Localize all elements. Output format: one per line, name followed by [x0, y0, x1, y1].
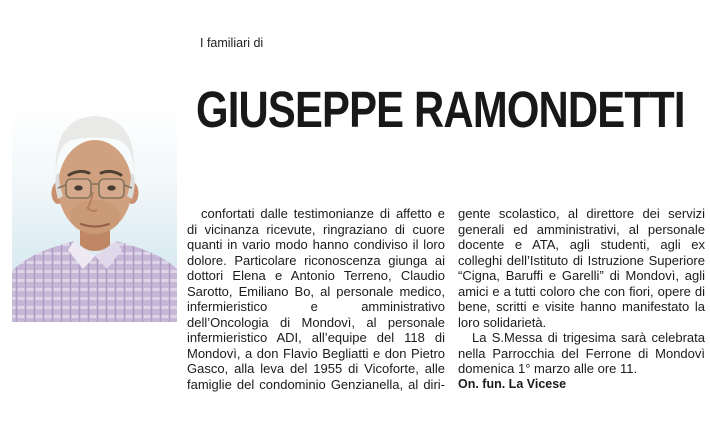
jaw-shading — [70, 200, 120, 234]
text-column-left — [187, 206, 445, 393]
paragraph-thanks: confortati dalle testimonianze di affetto e di vicinanza ricevute, ringraziano di cuore quanti in vario modo hanno condiviso il loro dolore. Particolare riconoscenza giunga ai dottori Elena e Antonio Terreno, Claudio Sarotto, Emiliano Bo, al personale medico, infermieristico e amministrativo dell’Oncologia di Mondovì, al personale infermieristico ADI, all’equipe del 118 di Mondovì, a don Flavio Begliatti e don Pietro Gasco, alla leva del 1955 di Vicoforte, alle famiglie del condominio Genzianella, al diri- — [187, 206, 445, 393]
deceased-name-text: GIUSEPPE RAMONDETTI — [196, 81, 685, 139]
intro-line: I familiari di — [200, 36, 264, 50]
body-text-columns — [187, 206, 705, 393]
paragraph-mass-announcement: La S.Messa di trigesima sarà celebrata nella Parrocchia del Ferrone di Mondovì domenica 1° marzo alle ore 11. — [458, 330, 705, 377]
paragraph-thanks-continued: gente scolastico, al direttore dei servizi generali ed amministrativi, al personale docente e ATA, agli studenti, agli ex colleghi dell’Istituto di Istruzione Superiore “Cigna, Baruffi e Garelli” di Mondovì, agli amici e a tutti coloro che con fiori, opere di bene, scritti e visite hanno manifestato la loro solidarietà. — [458, 206, 705, 330]
portrait-illustration — [12, 105, 177, 322]
portrait-photo — [12, 105, 177, 322]
text-column-right — [458, 206, 705, 393]
deceased-name-title — [196, 81, 710, 139]
funeral-home-signature: On. fun. La Vicese — [458, 377, 567, 392]
